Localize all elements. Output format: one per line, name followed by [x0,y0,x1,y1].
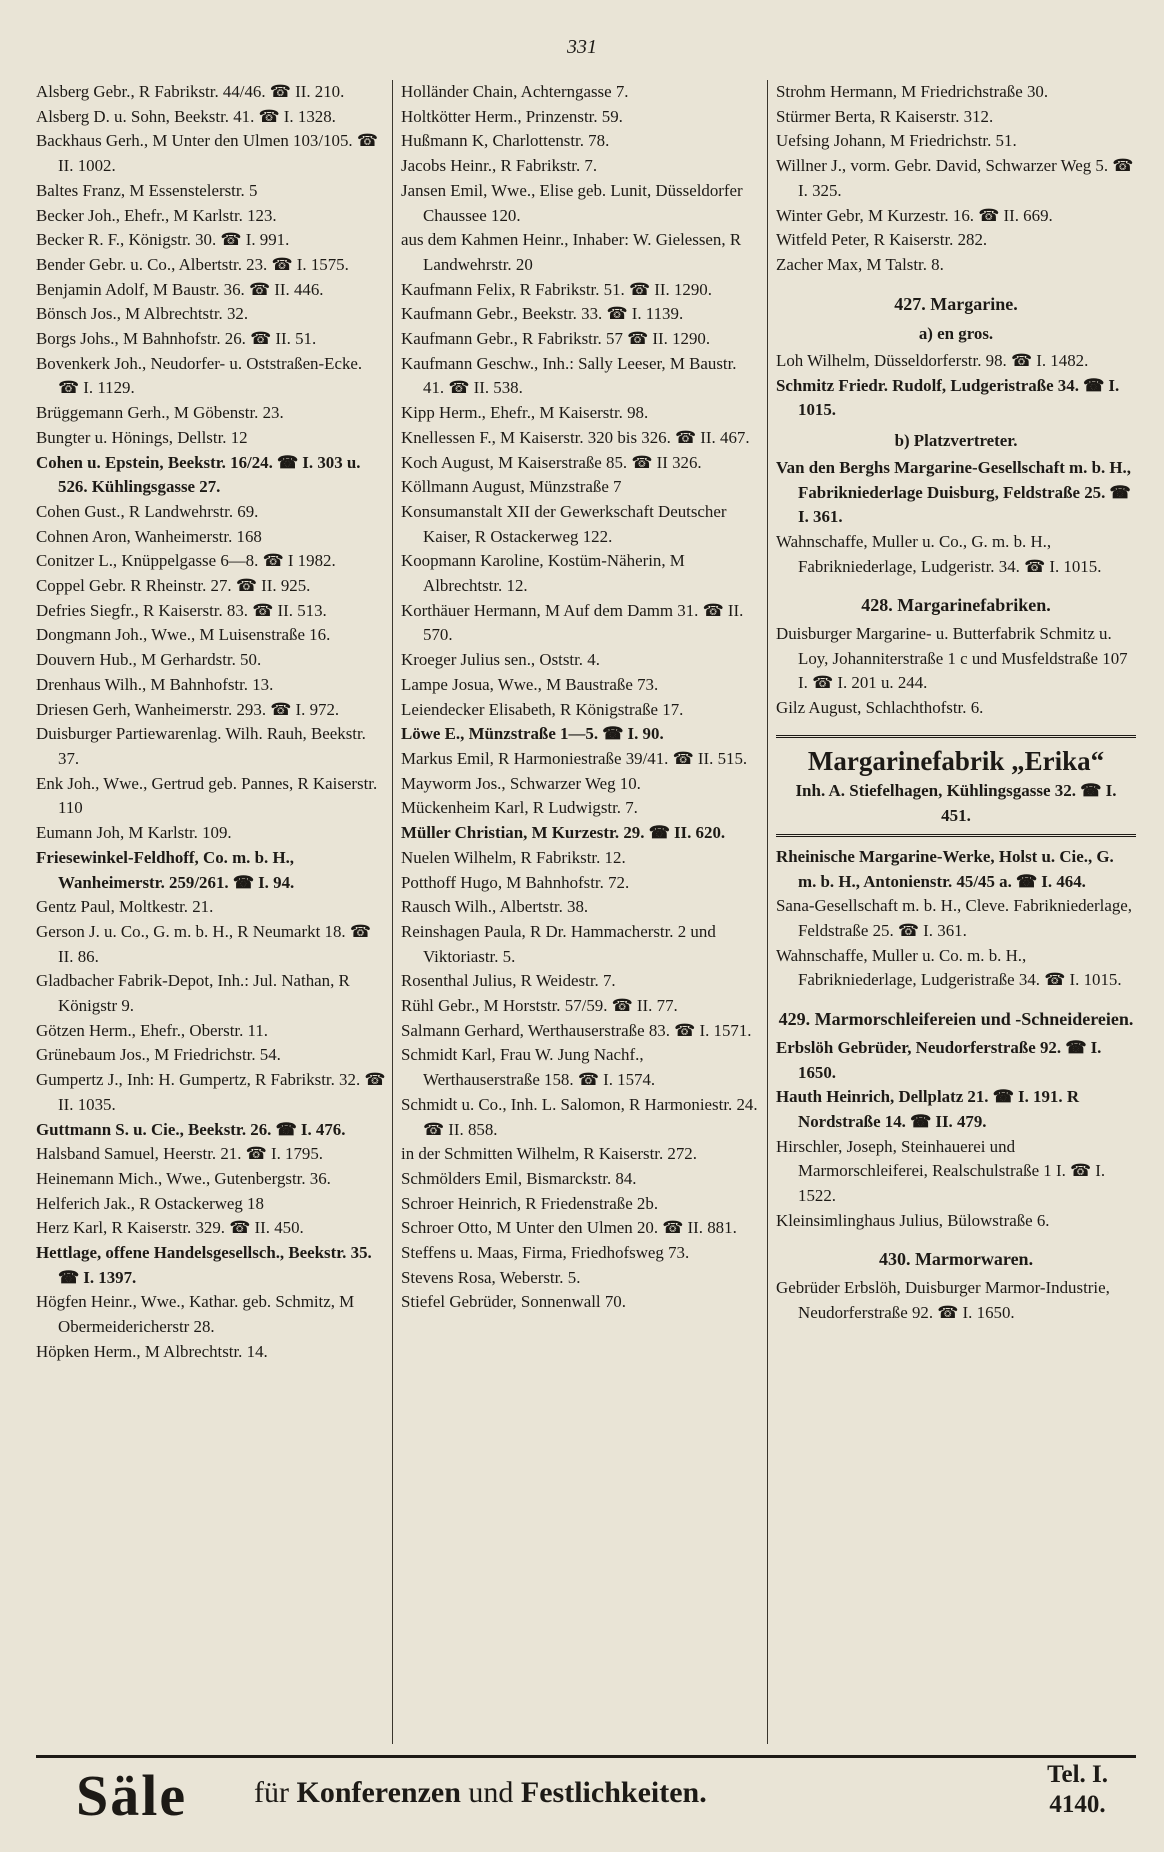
entry-group [776,456,1136,580]
directory-entry: Reinshagen Paula, R Dr. Hammacherstr. 2 und Viktoriastr. 5. [401,921,716,966]
directory-entry: Jansen Emil, Wwe., Elise geb. Lunit, Düsseldorfer Chaussee 120. [401,180,743,225]
directory-entry: Strohm Hermann, M Friedrichstraße 30. [776,82,1049,101]
directory-entry: Sana-Gesellschaft m. b. H., Cleve. Fabrikniederlage, Feldstraße 25. ☎ I. 361. [776,896,1132,940]
directory-entry: Steffens u. Maas, Firma, Friedhofsweg 73. [401,1243,690,1263]
ad-line: Inh. A. Stiefelhagen, Kühlingsgasse 32. ☎ I. 451. [795,780,1117,825]
footer-telephone [1047,1760,1108,1820]
directory-entry: Bungter u. Hönings, Dellstr. 12 [36,427,248,447]
directory-entry: Cohen Gust., R Landwehrstr. 69. [36,501,259,521]
directory-entry: Willner J., vorm. Gebr. David, Schwarzer Weg 5. ☎ I. 325. [776,156,1134,200]
directory-entry: Herz Karl, R Kaiserstr. 329. ☎ II. 450. [36,1218,304,1238]
directory-entry: Gentz Paul, Moltkestr. 21. [36,897,214,917]
directory-entry: Alsberg D. u. Sohn, Beekstr. 41. ☎ I. 1328. [36,106,336,126]
subheading-platzvertreter: b) Platzvertreter. [894,431,1018,451]
column-3 [776,80,1136,1744]
directory-entry: Potthoff Hugo, M Bahnhofstr. 72. [401,872,630,892]
subheading-en-gros: a) en gros. [918,324,994,344]
directory-entry: Gerson J. u. Co., G. m. b. H., R Neumarkt 18. ☎ II. 86. [36,921,371,966]
entry-group [776,622,1136,721]
footer-tel-number: 4140. [1049,1791,1106,1818]
directory-entry: Gumpertz J., Inh: H. Gumpertz, R Fabrikstr. 32. ☎ II. 1035. [36,1070,386,1114]
directory-entry: Guttmann S. u. Cie., Beekstr. 26. ☎ I. 476. [36,1119,346,1139]
directory-entry: Helferich Jak., R Ostackerweg 18 [36,1193,264,1213]
directory-entry: Kleinsimlinghaus Julius, Bülowstraße 6. [776,1210,1050,1230]
directory-entry: Mückenheim Karl, R Ludwigstr. 7. [401,798,638,818]
directory-entry: Schmölders Emil, Bismarckstr. 84. [401,1168,637,1188]
directory-entry: Gebrüder Erbslöh, Duisburger Marmor-Industrie, Neudorferstraße 92. ☎ I. 1650. [776,1278,1110,1322]
directory-entry: Friesewinkel-Feldhoff, Co. m. b. H., Wanheimerstr. 259/261. ☎ I. 94. [36,847,295,892]
directory-entry: Kaufmann Geschw., Inh.: Sally Leeser, M Baustr. 41. ☎ II. 538. [401,353,737,398]
directory-entry: Schroer Otto, M Unter den Ulmen 20. ☎ II. 881. [401,1218,737,1238]
directory-entry: Salmann Gerhard, Werthauserstraße 83. ☎ I. 1571. [401,1020,752,1040]
directory-entry: Stevens Rosa, Weberstr. 5. [401,1267,581,1287]
directory-entry: Backhaus Gerh., M Unter den Ulmen 103/105. ☎ II. 1002. [36,131,378,176]
footer-word: Konferenzen [296,1776,461,1809]
directory-entry: Köllmann August, Münzstraße 7 [401,477,622,497]
directory-entry: Heinemann Mich., Wwe., Gutenbergstr. 36. [36,1168,331,1188]
directory-entry: Witfeld Peter, R Kaiserstr. 282. [776,230,988,250]
directory-entry: Kaufmann Gebr., R Fabrikstr. 57 ☎ II. 1290. [401,329,711,349]
directory-entry: Rheinische Margarine-Werke, Holst u. Cie., G. m. b. H., Antonienstr. 45/45 a. ☎ I. 464. [776,846,1114,891]
directory-entry: Konsumanstalt XII der Gewerkschaft Deutscher Kaiser, R Ostackerweg 122. [401,501,727,546]
entry-group [776,80,1136,278]
directory-entry: Löwe E., Münzstraße 1—5. ☎ I. 90. [401,724,664,744]
section-heading-430: 430. Marmorwaren. [878,1249,1034,1270]
directory-entry: Borgs Johs., M Bahnhofstr. 26. ☎ II. 51. [36,329,317,349]
directory-entry: Kroeger Julius sen., Oststr. 4. [401,650,600,670]
directory-entry: Bönsch Jos., M Albrechtstr. 32. [36,304,249,324]
directory-entry: Rosenthal Julius, R Weidestr. 7. [401,971,616,991]
directory-entry: Zacher Max, M Talstr. 8. [776,254,944,274]
directory-entry: Eumann Joh, M Karlstr. 109. [36,823,232,843]
directory-entry: aus dem Kahmen Heinr., Inhaber: W. Gielessen, R Landwehrstr. 20 [401,230,742,274]
section-heading-428: 428. Margarinefabriken. [861,595,1051,616]
directory-entry: Mayworm Jos., Schwarzer Weg 10. [401,773,641,793]
directory-entry: Höpken Herm., M Albrechtstr. 14. [36,1341,268,1361]
directory-entry: Schmidt Karl, Frau W. Jung Nachf., Werthauserstraße 158. ☎ I. 1574. [401,1045,656,1090]
entry-group [776,1036,1136,1234]
directory-entry: Stiefel Gebrüder, Sonnenwall 70. [401,1292,626,1312]
directory-entry: Driesen Gerh, Wanheimerstr. 293. ☎ I. 972. [36,699,340,719]
directory-entry: Kipp Herm., Ehefr., M Kaiserstr. 98. [401,403,649,423]
footer-word: und [468,1776,514,1809]
directory-entry: Conitzer L., Knüppelgasse 6—8. ☎ I 1982. [36,551,336,571]
directory-entry: Halsband Samuel, Heerstr. 21. ☎ I. 1795. [36,1144,324,1164]
directory-entry: Schroer Heinrich, R Friedenstraße 2b. [401,1193,659,1213]
directory-entry: Kaufmann Felix, R Fabrikstr. 51. ☎ II. 1290. [401,279,712,299]
directory-entry: Markus Emil, R Harmoniestraße 39/41. ☎ II. 515. [401,748,748,768]
directory-entry: Jacobs Heinr., R Fabrikstr. 7. [401,156,598,176]
directory-entry: Duisburger Partiewarenlag. Wilh. Rauh, Beekstr. 37. [36,724,366,768]
directory-entry: Schmitz Friedr. Rudolf, Ludgeristraße 34. ☎ I. 1015. [776,375,1120,420]
directory-entry: Cohnen Aron, Wanheimerstr. 168 [36,526,262,546]
section-heading-427: 427. Margarine. [894,293,1018,314]
directory-entry: Van den Berghs Margarine-Gesellschaft m. b. H., Fabrikniederlage Duisburg, Feldstraße 25. ☎ I. 361. [776,457,1131,527]
directory-entry: Wahnschaffe, Muller u. Co., G. m. b. H., Fabrikniederlage, Ludgeristr. 34. ☎ I. 1015. [776,531,1102,576]
directory-entry: Defries Siegfr., R Kaiserstr. 83. ☎ II. 513. [36,600,327,620]
footer-big-word: Säle [76,1763,188,1828]
directory-entry: Koopmann Karoline, Kostüm-Näherin, M Albrechtstr. 12. [401,551,685,596]
directory-entry: Erbslöh Gebrüder, Neudorferstraße 92. ☎ I. 1650. [776,1037,1102,1082]
directory-entry: Duisburger Margarine- u. Butterfabrik Schmitz u. Loy, Johanniterstraße 1 c und Musfeldstraße 107 I. ☎ I. 201 u. 244. [776,624,1128,693]
directory-entry: Loh Wilhelm, Düsseldorferstr. 98. ☎ I. 1482. [776,351,1089,371]
directory-entry: Högfen Heinr., Wwe., Kathar. geb. Schmitz, M Obermeidericherstr 28. [36,1292,355,1337]
directory-entry: Koch August, M Kaiserstraße 85. ☎ II 326. [401,452,702,472]
footer-advertisement [36,1755,1136,1828]
directory-entry: Grünebaum Jos., M Friedrichstr. 54. [36,1045,281,1065]
directory-entry: Brüggemann Gerh., M Göbenstr. 23. [36,403,284,423]
directory-entry: Kaufmann Gebr., Beekstr. 33. ☎ I. 1139. [401,304,684,324]
directory-entry: Korthäuer Hermann, M Auf dem Damm 31. ☎ II. 570. [401,600,744,645]
directory-entry: Rühl Gebr., M Horststr. 57/59. ☎ II. 77. [401,996,678,1016]
directory-entry: Alsberg Gebr., R Fabrikstr. 44/46. ☎ II. 210. [36,82,345,101]
entry-group [776,349,1136,423]
footer-text [254,1776,707,1810]
directory-entry: Holländer Chain, Achterngasse 7. [401,82,629,101]
directory-entry: Bovenkerk Joh., Neudorfer- u. Oststraßen-Ecke. ☎ I. 1129. [36,353,363,398]
ad-title: Margarinefabrik „Erika“ [807,745,1105,776]
directory-entry: Gladbacher Fabrik-Depot, Inh.: Jul. Nathan, R Königstr 9. [36,971,350,1016]
directory-columns [36,80,1136,1744]
directory-entry: Hußmann K, Charlottenstr. 78. [401,131,610,151]
directory-entry: Cohen u. Epstein, Beekstr. 16/24. ☎ I. 303 u. 526. Kühlingsgasse 27. [36,452,361,497]
entry-group [776,1276,1136,1325]
directory-entry: Dongmann Joh., Wwe., M Luisenstraße 16. [36,625,331,645]
directory-entry: Becker Joh., Ehefr., M Karlstr. 123. [36,205,277,225]
directory-entry: Hauth Heinrich, Dellplatz 21. ☎ I. 191. R Nordstraße 14. ☎ II. 479. [776,1087,1080,1131]
column-1 [36,80,386,1744]
section-heading-429: 429. Marmorschleifereien und -Schneidereien. [778,1009,1134,1030]
directory-entry: Drenhaus Wilh., M Bahnhofstr. 13. [36,674,274,694]
directory-entry: Winter Gebr, M Kurzestr. 16. ☎ II. 669. [776,205,1053,225]
directory-entry: Schmidt u. Co., Inh. L. Salomon, R Harmoniestr. 24. ☎ II. 858. [401,1094,758,1139]
entry-group [776,845,1136,993]
directory-entry: Lampe Josua, Wwe., M Baustraße 73. [401,674,659,694]
directory-entry: Coppel Gebr. R Rheinstr. 27. ☎ II. 925. [36,576,311,596]
column-2 [401,80,761,1744]
footer-word: für [254,1776,289,1809]
directory-entry: Baltes Franz, M Essenstelerstr. 5 [36,180,258,200]
advertisement-box [776,735,1136,837]
directory-entry: Götzen Herm., Ehefr., Oberstr. 11. [36,1020,269,1040]
directory-entry: Enk Joh., Wwe., Gertrud geb. Pannes, R Kaiserstr. 110 [36,773,378,818]
directory-entry: Douvern Hub., M Gerhardstr. 50. [36,650,262,670]
directory-entry: Holtkötter Herm., Prinzenstr. 59. [401,106,623,126]
directory-entry: Nuelen Wilhelm, R Fabrikstr. 12. [401,847,626,867]
page-number: 331 [567,36,597,58]
directory-entry: Stürmer Berta, R Kaiserstr. 312. [776,106,994,126]
directory-entry: Rausch Wilh., Albertstr. 38. [401,897,589,917]
directory-entry: Uefsing Johann, M Friedrichstr. 51. [776,131,1017,151]
directory-entry: Leiendecker Elisabeth, R Königstraße 17. [401,699,684,719]
directory-entry: Hirschler, Joseph, Steinhauerei und Marmorschleiferei, Realschulstraße 1 I. ☎ I. 1522. [776,1136,1106,1206]
directory-entry: in der Schmitten Wilhelm, R Kaiserstr. 272. [401,1144,697,1164]
footer-word: Festlichkeiten. [520,1776,707,1809]
directory-entry: Gilz August, Schlachthofstr. 6. [776,698,984,718]
directory-entry: Wahnschaffe, Muller u. Co. m. b. H., Fabrikniederlage, Ludgeristraße 34. ☎ I. 1015. [776,945,1122,990]
directory-entry: Müller Christian, M Kurzestr. 29. ☎ II. 620. [401,823,726,843]
directory-entry: Benjamin Adolf, M Baustr. 36. ☎ II. 446. [36,279,324,299]
directory-entry: Becker R. F., Königstr. 30. ☎ I. 991. [36,230,290,250]
directory-entry: Bender Gebr. u. Co., Albertstr. 23. ☎ I. 1575. [36,254,349,274]
footer-tel-label: Tel. I. [1047,1761,1108,1788]
directory-entry: Hettlage, offene Handelsgesellsch., Beekstr. 35. ☎ I. 1397. [36,1243,372,1287]
directory-entry: Knellessen F., M Kaiserstr. 320 bis 326. ☎ II. 467. [401,427,750,447]
